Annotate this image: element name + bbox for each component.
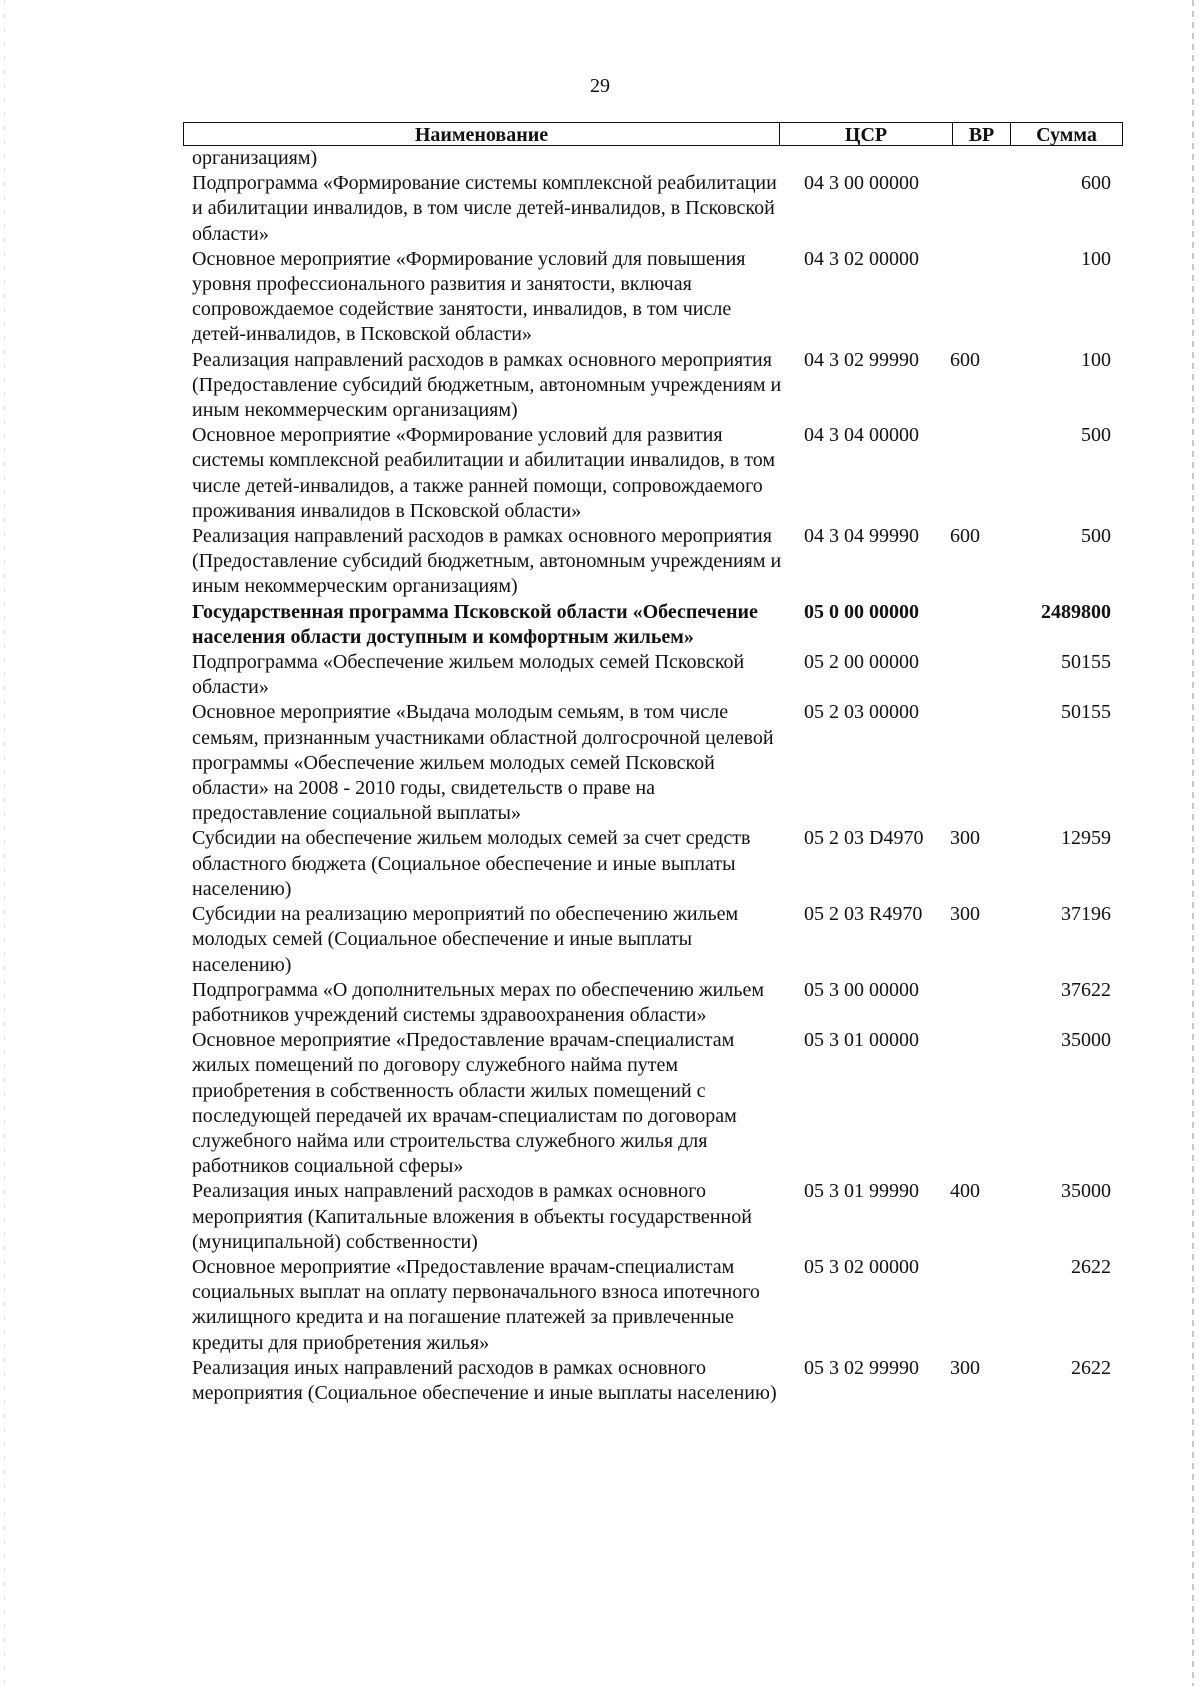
table-row bbox=[192, 700, 1117, 826]
table-body bbox=[192, 146, 1117, 1406]
row-name: организациям) bbox=[192, 147, 318, 169]
table-row bbox=[192, 978, 1117, 1028]
row-csr: 05 2 03 D4970 bbox=[804, 827, 924, 850]
row-name: Основное мероприятие «Предоставление врачам-специалистам жилых помещений по договору служебного найма путем приобретения в собственность области жилых помещений с последующей передачей их врачам-специалистам по договорам служебного найма или строительства служебного жилья для работников социальной сферы» bbox=[192, 1029, 737, 1178]
row-name: Подпрограмма «Обеспечение жильем молодых семей Псковской области» bbox=[192, 651, 745, 699]
table-row bbox=[192, 146, 1117, 171]
row-sum: 2489800 bbox=[1041, 600, 1111, 623]
row-csr: 05 3 00 00000 bbox=[804, 978, 919, 1001]
header-vr: ВР bbox=[953, 123, 1011, 145]
row-sum: 50155 bbox=[1061, 651, 1111, 674]
row-sum: 100 bbox=[1081, 247, 1111, 270]
row-csr: 04 3 04 99990 bbox=[804, 525, 919, 548]
row-csr: 04 3 00 00000 bbox=[804, 172, 919, 195]
row-sum: 2622 bbox=[1071, 1356, 1111, 1379]
row-sum: 35000 bbox=[1061, 1180, 1111, 1203]
row-sum: 500 bbox=[1081, 424, 1111, 447]
row-name: Реализация направлений расходов в рамках основного мероприятия (Предоставление субсидий бюджетным, автономным учреждениям и иным некоммерческим организациям) bbox=[192, 525, 782, 598]
row-name: Реализация иных направлений расходов в рамках основного мероприятия (Социальное обеспечение и иные выплаты населению) bbox=[192, 1356, 777, 1404]
row-sum: 12959 bbox=[1061, 827, 1111, 850]
table-row bbox=[192, 423, 1117, 524]
row-vr: 600 bbox=[950, 525, 980, 548]
row-vr: 300 bbox=[950, 903, 980, 926]
page-number: 29 bbox=[590, 75, 610, 97]
table-row bbox=[192, 650, 1117, 700]
row-sum: 37196 bbox=[1061, 903, 1111, 926]
row-vr: 400 bbox=[950, 1180, 980, 1203]
row-name: Основное мероприятие «Формирование условий для развития системы комплексной реабилитации и абилитации инвалидов, в том числе детей-инвалидов, а также ранней помощи, сопровождаемого проживания инвалидов в Псковской области» bbox=[192, 424, 775, 522]
row-name: Основное мероприятие «Предоставление врачам-специалистам социальных выплат на оплату первоначального взноса ипотечного жилищного кредита и на погашение платежей за привлеченные кредиты для приобретения жилья» bbox=[192, 1255, 760, 1354]
table-row bbox=[192, 1356, 1117, 1406]
header-name: Наименование bbox=[184, 123, 780, 145]
row-name: Основное мероприятие «Формирование условий для повышения уровня профессионального развития и занятости, включая сопровождаемое содействие занятости, инвалидов, в том числе детей-инвалидов, в Псковской области» bbox=[192, 247, 746, 346]
row-csr: 05 3 02 00000 bbox=[804, 1255, 919, 1278]
row-name: Основное мероприятие «Выдача молодым семьям, в том числе семьям, признанным участниками областной долгосрочной целевой программы «Обеспечение жильем молодых семей Псковской области» на 2008 - 2010 годы, свидетельств о праве на предоставление социальной выплаты» bbox=[192, 701, 774, 825]
row-sum: 50155 bbox=[1061, 701, 1111, 724]
table-row bbox=[192, 600, 1117, 650]
table-row bbox=[192, 348, 1117, 424]
row-sum: 500 bbox=[1081, 525, 1111, 548]
row-csr: 05 2 03 R4970 bbox=[804, 903, 923, 926]
scan-edge-right bbox=[1192, 0, 1194, 1686]
row-name: Реализация направлений расходов в рамках основного мероприятия (Предоставление субсидий бюджетным, автономным учреждениям и иным некоммерческим организациям) bbox=[192, 348, 782, 422]
table-row bbox=[192, 826, 1117, 902]
table-row bbox=[192, 524, 1117, 600]
row-csr: 04 3 02 99990 bbox=[804, 348, 919, 371]
row-name: Субсидии на обеспечение жильем молодых семей за счет средств областного бюджета (Социальное обеспечение и иные выплаты населению) bbox=[192, 827, 751, 900]
row-sum: 100 bbox=[1081, 348, 1111, 371]
row-vr: 300 bbox=[950, 827, 980, 850]
table-row bbox=[192, 902, 1117, 978]
row-csr: 04 3 04 00000 bbox=[804, 424, 919, 447]
header-sum: Сумма bbox=[1036, 124, 1097, 146]
row-name: Подпрограмма «О дополнительных мерах по обеспечению жильем работников учреждений системы здравоохранения области» bbox=[192, 978, 764, 1026]
table-row bbox=[192, 247, 1117, 348]
row-csr: 05 2 00 00000 bbox=[804, 651, 919, 674]
row-sum: 2622 bbox=[1071, 1255, 1111, 1278]
table-row bbox=[192, 171, 1117, 247]
row-sum: 37622 bbox=[1061, 978, 1111, 1001]
table-row bbox=[192, 1028, 1117, 1179]
row-csr: 05 0 00 00000 bbox=[804, 600, 919, 623]
row-sum: 35000 bbox=[1061, 1029, 1111, 1052]
header-csr: ЦСР bbox=[780, 123, 953, 145]
scan-edge-left bbox=[4, 0, 5, 1686]
row-csr: 05 3 02 99990 bbox=[804, 1356, 919, 1379]
row-csr: 04 3 02 00000 bbox=[804, 247, 919, 270]
row-vr: 600 bbox=[950, 348, 980, 371]
row-csr: 05 2 03 00000 bbox=[804, 701, 919, 724]
table-row bbox=[192, 1179, 1117, 1255]
row-sum: 600 bbox=[1081, 172, 1111, 195]
row-csr: 05 3 01 99990 bbox=[804, 1180, 919, 1203]
row-vr: 300 bbox=[950, 1356, 980, 1379]
row-name: Реализация иных направлений расходов в рамках основного мероприятия (Капитальные вложения в объекты государственной (муниципальной) собственности) bbox=[192, 1180, 752, 1253]
row-name: Государственная программа Псковской области «Обеспечение населения области доступным и комфортным жильем» bbox=[192, 600, 758, 648]
row-name: Субсидии на реализацию мероприятий по обеспечению жильем молодых семей (Социальное обеспечение и иные выплаты населению) bbox=[192, 903, 739, 976]
table-header bbox=[183, 122, 1123, 146]
table-row bbox=[192, 1255, 1117, 1356]
row-csr: 05 3 01 00000 bbox=[804, 1029, 919, 1052]
row-name: Подпрограмма «Формирование системы комплексной реабилитации и абилитации инвалидов, в том числе детей-инвалидов, в Псковской области» bbox=[192, 172, 777, 245]
